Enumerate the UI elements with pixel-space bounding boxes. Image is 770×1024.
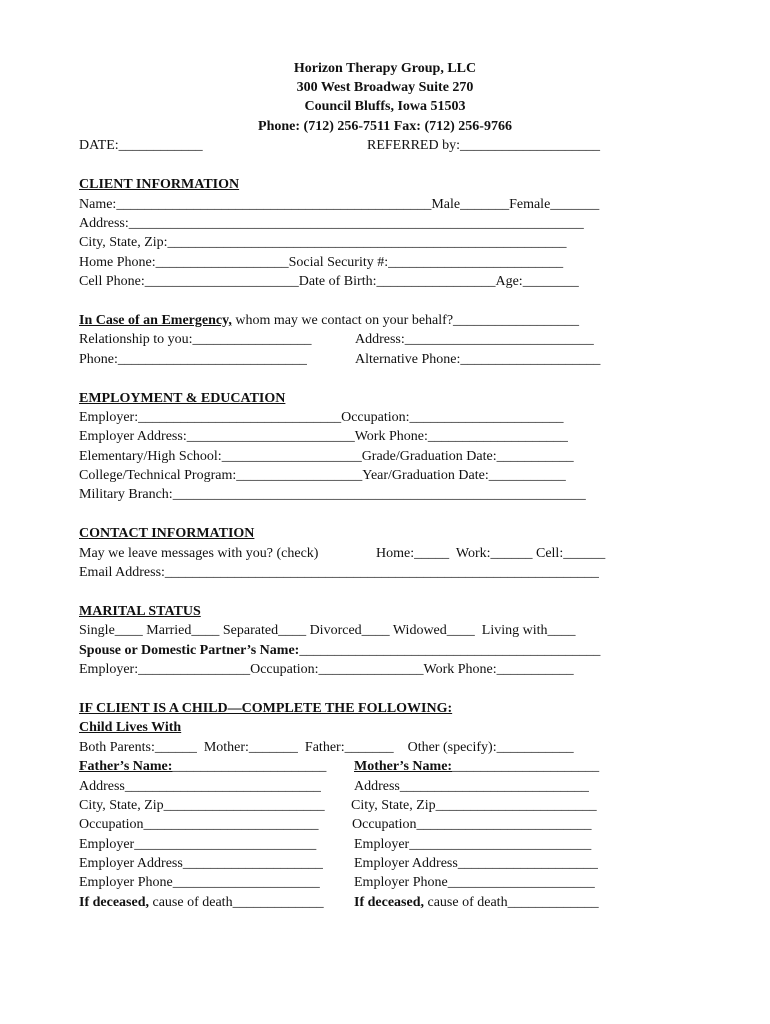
father-employer-phone-field[interactable]: Employer Phone_____________________ bbox=[79, 875, 320, 890]
client-info-heading: CLIENT INFORMATION bbox=[79, 177, 240, 192]
company-name: Horizon Therapy Group, LLC bbox=[293, 61, 477, 76]
father-deceased-line[interactable]: cause of death_____________ bbox=[149, 895, 324, 910]
father-name-label: Father’s Name: bbox=[79, 759, 173, 774]
contact-heading: CONTACT INFORMATION bbox=[79, 526, 255, 541]
emergency-relationship-field[interactable]: Relationship to you:_________________ bbox=[79, 332, 312, 347]
marital-options[interactable]: Single____ Married____ Separated____ Divorced____ Widowed____ Living with____ bbox=[79, 623, 576, 638]
father-deceased-field[interactable] bbox=[79, 893, 324, 912]
mother-occupation-field[interactable]: Occupation_________________________ bbox=[352, 817, 592, 832]
date-field[interactable]: DATE:____________ bbox=[79, 138, 203, 153]
spouse-name-line[interactable]: ___________________________________________ bbox=[299, 643, 601, 658]
child-heading: IF CLIENT IS A CHILD—COMPLETE THE FOLLOWING: bbox=[79, 701, 453, 716]
child-lives-with-label: Child Lives With bbox=[79, 720, 182, 735]
child-parents-row[interactable]: Both Parents:______ Mother:_______ Father:_______ Other (specify):___________ bbox=[79, 740, 574, 755]
mother-employer-field[interactable]: Employer__________________________ bbox=[354, 837, 592, 852]
mother-name-field[interactable] bbox=[354, 757, 599, 776]
mother-name-label: Mother’s Name: bbox=[354, 759, 453, 774]
spouse-name-field[interactable] bbox=[79, 641, 600, 660]
emergency-heading: In Case of an Emergency, bbox=[79, 313, 232, 328]
referred-by-field[interactable]: REFERRED by:____________________ bbox=[367, 138, 600, 153]
father-employer-address-field[interactable]: Employer Address____________________ bbox=[79, 856, 323, 871]
client-home-phone-field[interactable]: Home Phone:___________________Social Security #:_________________________ bbox=[79, 255, 564, 270]
emergency-alt-phone-field[interactable]: Alternative Phone:____________________ bbox=[355, 352, 601, 367]
employer-address-field[interactable]: Employer Address:________________________Work Phone:____________________ bbox=[79, 429, 568, 444]
father-city-field[interactable]: City, State, Zip_______________________ bbox=[79, 798, 325, 813]
college-field[interactable]: College/Technical Program:__________________Year/Graduation Date:___________ bbox=[79, 468, 566, 483]
client-cell-phone-field[interactable]: Cell Phone:______________________Date of Birth:_________________Age:________ bbox=[79, 274, 579, 289]
spouse-name-label: Spouse or Domestic Partner’s Name: bbox=[79, 643, 300, 658]
father-name-field[interactable] bbox=[79, 757, 326, 776]
employer-field[interactable]: Employer:_____________________________Occupation:______________________ bbox=[79, 410, 564, 425]
company-street: 300 West Broadway Suite 270 bbox=[296, 80, 474, 95]
mother-deceased-line[interactable]: cause of death_____________ bbox=[424, 895, 599, 910]
mother-deceased-label: If deceased, bbox=[354, 895, 424, 910]
mother-deceased-field[interactable] bbox=[354, 893, 599, 912]
father-address-field[interactable]: Address____________________________ bbox=[79, 779, 321, 794]
mother-employer-phone-field[interactable]: Employer Phone_____________________ bbox=[354, 875, 595, 890]
email-field[interactable]: Email Address:______________________________________________________________ bbox=[79, 565, 599, 580]
elementary-school-field[interactable]: Elementary/High School:____________________Grade/Graduation Date:___________ bbox=[79, 449, 574, 464]
mother-name-line[interactable]: _____________________ bbox=[452, 759, 600, 774]
father-deceased-label: If deceased, bbox=[79, 895, 149, 910]
father-occupation-field[interactable]: Occupation_________________________ bbox=[79, 817, 319, 832]
company-phone-fax: Phone: (712) 256-7511 Fax: (712) 256-9766 bbox=[258, 119, 512, 134]
client-address-field[interactable]: Address:_________________________________________________________________ bbox=[79, 216, 584, 231]
messages-question: May we leave messages with you? (check) bbox=[79, 546, 319, 561]
emergency-question[interactable] bbox=[79, 311, 579, 330]
military-branch-field[interactable]: Military Branch:___________________________________________________________ bbox=[79, 487, 586, 502]
spouse-employer-field[interactable]: Employer:________________Occupation:_______________Work Phone:___________ bbox=[79, 662, 574, 677]
mother-employer-address-field[interactable]: Employer Address____________________ bbox=[354, 856, 598, 871]
emergency-address-field[interactable]: Address:___________________________ bbox=[355, 332, 594, 347]
client-name-field[interactable]: Name:_____________________________________________Male_______Female_______ bbox=[79, 197, 600, 212]
client-city-field[interactable]: City, State, Zip:_________________________________________________________ bbox=[79, 235, 567, 250]
emergency-contact-field[interactable]: whom may we contact on your behalf?__________________ bbox=[231, 313, 580, 328]
company-city: Council Bluffs, Iowa 51503 bbox=[304, 99, 466, 114]
emergency-phone-field[interactable]: Phone:___________________________ bbox=[79, 352, 307, 367]
father-name-line[interactable]: ______________________ bbox=[172, 759, 327, 774]
message-checkboxes[interactable]: Home:_____ Work:______ Cell:______ bbox=[376, 546, 606, 561]
marital-heading: MARITAL STATUS bbox=[79, 604, 201, 619]
employment-heading: EMPLOYMENT & EDUCATION bbox=[79, 391, 286, 406]
mother-address-field[interactable]: Address___________________________ bbox=[354, 779, 589, 794]
father-employer-field[interactable]: Employer__________________________ bbox=[79, 837, 317, 852]
mother-city-field[interactable]: City, State, Zip_______________________ bbox=[351, 798, 597, 813]
